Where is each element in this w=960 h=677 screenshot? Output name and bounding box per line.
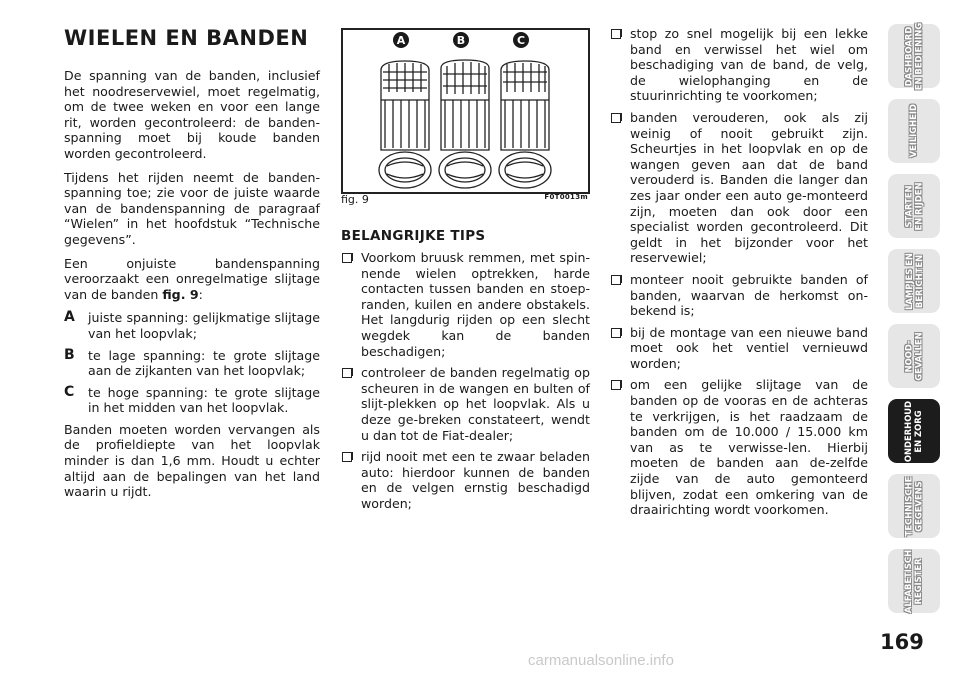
list-item: C te hoge spanning: te grote slijtage in het midden van het loopvlak. <box>64 383 320 416</box>
tire-c-icon <box>499 61 551 188</box>
list-item: om een gelijke slijtage van de banden op de vooras en de achteras te verkrijgen, is het raadzaam de banden om de 10.000 / 15.000 km van as te verwisse-len. Hierbij moeten de banden aan de-zelfde zijde van de auto gemonteerd blijven, zodat een omkering van de draairichting wordt voorkomen. <box>610 377 868 517</box>
paragraph: De spanning van de banden, inclusief het noodreservewiel, moet regelmatig, om de twee weken en voor een lange rit, worden gecontroleerd: de banden-spanning moet bij koude banden worden gecontroleerd. <box>64 68 320 161</box>
list-item: bij de montage van een nieuwe band moet ook het ventiel vernieuwd worden; <box>610 325 868 372</box>
tab-starten[interactable]: STARTEN EN RIJDEN <box>888 174 940 238</box>
tab-lampjes[interactable]: LAMPJES EN BERICHTEN <box>888 249 940 313</box>
tips-column-continued <box>610 26 868 524</box>
tab-onderhoud[interactable]: ONDERHOUD EN ZORG <box>888 399 940 463</box>
page-title: WIELEN EN BANDEN <box>64 26 309 50</box>
list-item: B te lage spanning: te grote slijtage aan de zijkanten van het loopvlak; <box>64 346 320 379</box>
checkbox-bullet-icon <box>611 113 621 123</box>
checkbox-bullet-icon <box>611 380 621 390</box>
tire-a-icon <box>379 61 431 188</box>
tips-column <box>341 228 590 518</box>
tab-noodgevallen[interactable]: NOOD- GEVALLEN <box>888 324 940 388</box>
tire-wear-figure <box>341 28 590 194</box>
paragraph: Banden moeten worden vervangen als de profieldiepte van het loopvlak minder is dan 1,6 mm. Houdt u echter altijd aan de bepalingen van het land waarin u rijdt. <box>64 421 320 500</box>
tab-veiligheid[interactable]: VEILIGHEID <box>888 99 940 163</box>
tab-technische-gegevens[interactable]: TECHNISCHE GEGEVENS <box>888 474 940 538</box>
list-item: controleer de banden regelmatig op scheuren in de wangen en bulten of slijt-plekken op het loopvlak. Als u deze ge-breken constateert, wendt u dan tot de Fiat-dealer; <box>341 365 590 443</box>
svg-text:B: B <box>456 34 466 47</box>
paragraph: Een onjuiste bandenspanning veroorzaakt een onregelmatige slijtage van de banden fig. 9: <box>64 255 320 302</box>
tab-dashboard[interactable]: DASHBOARD EN BEDIENING <box>888 24 940 88</box>
tire-wear-illustration <box>343 30 588 192</box>
checkbox-bullet-icon <box>611 328 621 338</box>
checkbox-bullet-icon <box>611 275 621 285</box>
tire-b-icon <box>439 60 491 188</box>
list-item: stop zo snel mogelijk bij een lekke band en verwissel het wiel om beschadiging van de band, de velg, de wielophanging en de stuurinrichting te voorkomen; <box>610 26 868 104</box>
list-item: banden verouderen, ook als zij weinig of nooit gebruikt zijn. Scheurtjes in het loopvlak en op de wangen geven aan dat de band verouderd is. Banden die langer dan zes jaar onder een auto ge-monteerd zijn, moeten dan ook door een specialist worden gecontroleerd. Dit geldt in het bijzonder voor het reservewiel; <box>610 110 868 266</box>
intro-column <box>64 68 320 508</box>
figure-label-a <box>393 32 409 48</box>
checkbox-bullet-icon <box>342 253 352 263</box>
svg-text:C: C <box>516 34 526 47</box>
page-number: 169 <box>880 630 924 654</box>
figure-code: F0T0013m <box>544 193 588 201</box>
figure-label-c <box>513 32 529 48</box>
list-item: rijd nooit met een te zwaar beladen auto: hierdoor kunnen de banden en de velgen ernstig beschadigd worden; <box>341 449 590 511</box>
paragraph: Tijdens het rijden neemt de banden-spanning toe; zie voor de juiste waarde van de bandenspanning de paragraaf “Wielen” in het hoofdstuk “Technische gegevens”. <box>64 169 320 247</box>
watermark: carmanualsonline.info <box>528 652 674 669</box>
section-heading: BELANGRIJKE TIPS <box>341 228 486 244</box>
checkbox-bullet-icon <box>611 29 621 39</box>
figure-reference: fig. 9 <box>162 286 199 302</box>
checkbox-bullet-icon <box>342 368 352 378</box>
figure-caption: fig. 9 F0T0013m <box>341 193 588 206</box>
svg-text:A: A <box>396 34 406 47</box>
list-item: monteer nooit gebruikte banden of banden, waarvan de herkomst on-bekend is; <box>610 272 868 319</box>
checkbox-bullet-icon <box>342 452 352 462</box>
tab-alfabetisch-register[interactable]: ALFABETISCH REGISTER <box>888 549 940 613</box>
list-item: Voorkom bruusk remmen, met spin-nende wielen optrekken, harde contacten tussen banden en stoep-randen, kuilen en andere obstakels. Het langdurig rijden op een slecht wegdek kan de banden beschadigen; <box>341 250 590 359</box>
list-item: A juiste spanning: gelijkmatige slijtage van het loopvlak; <box>64 309 320 341</box>
figure-label-b <box>453 32 469 48</box>
